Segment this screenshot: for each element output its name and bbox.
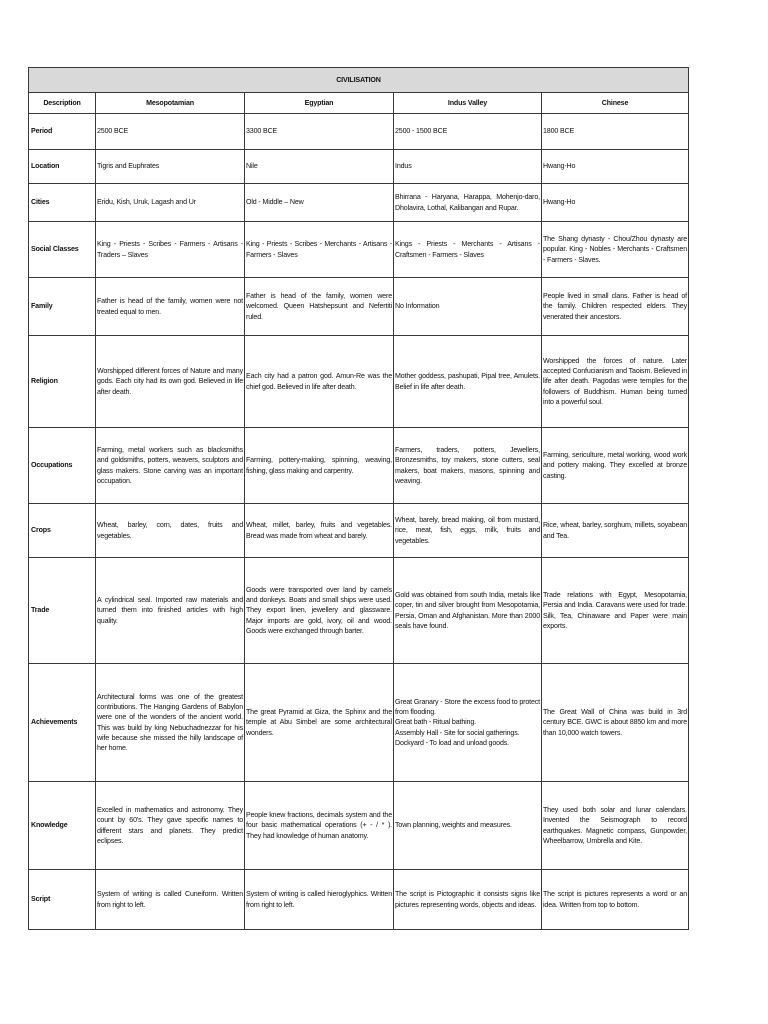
table-cell: Farming, metal workers such as blacksmiths and goldsmiths, potters, weavers, sculptors and glass makers. Stone carving was an important occupation. [96,428,245,504]
table-row [29,114,689,150]
table-cell: People lived in small clans. Father is head of the family. Children respected elders. They venerated their ancestors. [542,278,689,336]
table-cell: Father is head of the family, women were welcomed. Queen Hatshepsunt and Nefertiti ruled. [245,278,394,336]
table-cell: The great Pyramid at Giza, the Sphinx and the temple at Abu Simbel are some architectural wonders. [245,664,394,782]
table-cell: Father is head of the family, women were not treated equal to men. [96,278,245,336]
table-cell: The script is pictures represents a word or an idea. Written from top to bottom. [542,870,689,930]
header-chinese: Chinese [542,93,689,114]
table-row [29,336,689,428]
table-row [29,504,689,558]
table-cell: Eridu, Kish, Uruk, Lagash and Ur [96,184,245,222]
table-cell: A cylindrical seal. Imported raw materials and turned them into finished articles with high quality. [96,558,245,664]
table-cell: Rice, wheat, barley, sorghum, millets, soyabean and Tea. [542,504,689,558]
header-egyptian: Egyptian [245,93,394,114]
table-cell: Worshipped different forces of Nature and many gods. Each city had its own god. Believed in life after death. [96,336,245,428]
row-label-script: Script [29,870,96,930]
table-cell: King - Priests - Scribes - Farmers - Artisans - Traders – Slaves [96,222,245,278]
table-cell: King - Priests - Scribes - Merchants - Artisans - Farmers - Slaves [245,222,394,278]
table-cell: Mother goddess, pashupati, Pipal tree, Amulets. Belief in life after death. [394,336,542,428]
table-cell: Farmers, traders, potters, Jewellers, Bronzesmiths, toy makers, stone cutters, seal makers, boat makers, masons, spinning and weaving. [394,428,542,504]
table-cell: System of writing is called hieroglyphics. Written from right to left. [245,870,394,930]
row-label-religion: Religion [29,336,96,428]
table-row [29,558,689,664]
table-cell: Hwang-Ho [542,150,689,184]
table-cell: Great Granary - Store the excess food to protect from flooding. Great bath - Ritual bathing. Assembly Hall - Site for social gatherings. Dockyard - To load and unload goods. [394,664,542,782]
table-row [29,278,689,336]
table-row [29,870,689,930]
row-label-period: Period [29,114,96,150]
table-cell: Town planning, weights and measures. [394,782,542,870]
row-label-social-classes: Social Classes [29,222,96,278]
table-cell: Tigris and Euphrates [96,150,245,184]
row-label-trade: Trade [29,558,96,664]
civilisation-table [28,67,689,930]
table-cell: 2500 - 1500 BCE [394,114,542,150]
table-row [29,428,689,504]
table-cell: The Shang dynasty - Chou/Zhou dynasty are popular. King - Nobles - Merchants - Craftsmen - Farmers - Slaves. [542,222,689,278]
table-cell: They used both solar and lunar calendars. Invented the Seismograph to record earthquakes. Magnetic compass, Gunpowder, Wheelbarrow, Umbrella and Kite. [542,782,689,870]
table-cell: Bhirrana - Haryana, Harappa, Mohenjo-daro, Dholavira, Lothal, Kalibangan and Rupar. [394,184,542,222]
table-cell: The script is Pictographic it consists signs like pictures representing words, objects and ideas. [394,870,542,930]
table-cell: The Great Wall of China was build in 3rd century BCE. GWC is about 8850 km and more than 10,000 watch towers. [542,664,689,782]
table-cell: Worshipped the forces of nature. Later accepted Confucianism and Taoism. Believed in life after death. Pagodas were temples for the followers of Buddhism. Human being turned into a powerful soul. [542,336,689,428]
table-cell: Indus [394,150,542,184]
table-cell: Old - Middle – New [245,184,394,222]
table-cell: Wheat, millet, barley, fruits and vegetables. Bread was made from wheat and barely. [245,504,394,558]
row-label-crops: Crops [29,504,96,558]
table-cell: People knew fractions, decimals system and the four basic mathematical operations (+ - / * ). They had knowledge of human anatomy. [245,782,394,870]
row-label-location: Location [29,150,96,184]
header-mesopotamian: Mesopotamian [96,93,245,114]
row-label-achievements: Achievements [29,664,96,782]
table-cell: Excelled in mathematics and astronomy. They count by 60's. They gave specific names to different stars and planets. They predict eclipses. [96,782,245,870]
table-cell: 1800 BCE [542,114,689,150]
table-cell: Architectural forms was one of the greatest contributions. The Hanging Gardens of Babylon were one of the wonders of the ancient world. This was build by king Nebuchadnezzar for his wife because she missed the hilly landscape of her home. [96,664,245,782]
table-cell: Trade relations with Egypt, Mesopotamia, Persia and India. Caravans were used for trade. Silk, Tea, Chinaware and Paper were main exports. [542,558,689,664]
table-cell: Each city had a patron god. Amun-Re was the chief god. Believed in life after death. [245,336,394,428]
table-cell: Nile [245,150,394,184]
table-cell: Farming, sericulture, metal working, wood work and pottery making. They excelled at bronze casting. [542,428,689,504]
table-cell: 2500 BCE [96,114,245,150]
table-cell: Hwang-Ho [542,184,689,222]
table-cell: No Information [394,278,542,336]
table-row [29,782,689,870]
table-cell: Wheat, barley, corn, dates, fruits and vegetables. [96,504,245,558]
table-cell: Kings - Priests - Merchants - Artisans - Craftsmen - Farmers - Slaves [394,222,542,278]
row-label-knowledge: Knowledge [29,782,96,870]
table-cell: Farming, pottery-making, spinning, weaving, fishing, glass making and carpentry. [245,428,394,504]
table-row [29,150,689,184]
row-label-occupations: Occupations [29,428,96,504]
table-cell: Wheat, barely, bread making, oil from mustard, rice, meat, fish, eggs, milk, fruits and vegetables. [394,504,542,558]
table-cell: Goods were transported over land by camels and donkeys. Boats and small ships were used. They export linen, jewellery and glassware. Major imports are gold, ivory, oil and wood. Goods were exchanged through barter. [245,558,394,664]
table-row [29,664,689,782]
header-description: Description [29,93,96,114]
table-row [29,184,689,222]
table-cell: Gold was obtained from south India, metals like coper, tin and silver brought from Mesopotamia, Persia, Oman and Afghanistan. More than 2000 seals have found. [394,558,542,664]
header-indus-valley: Indus Valley [394,93,542,114]
table-cell: 3300 BCE [245,114,394,150]
row-label-cities: Cities [29,184,96,222]
table-row [29,222,689,278]
table-cell: System of writing is called Cuneiform. Written from right to left. [96,870,245,930]
table-title: CIVILISATION [29,68,689,93]
row-label-family: Family [29,278,96,336]
